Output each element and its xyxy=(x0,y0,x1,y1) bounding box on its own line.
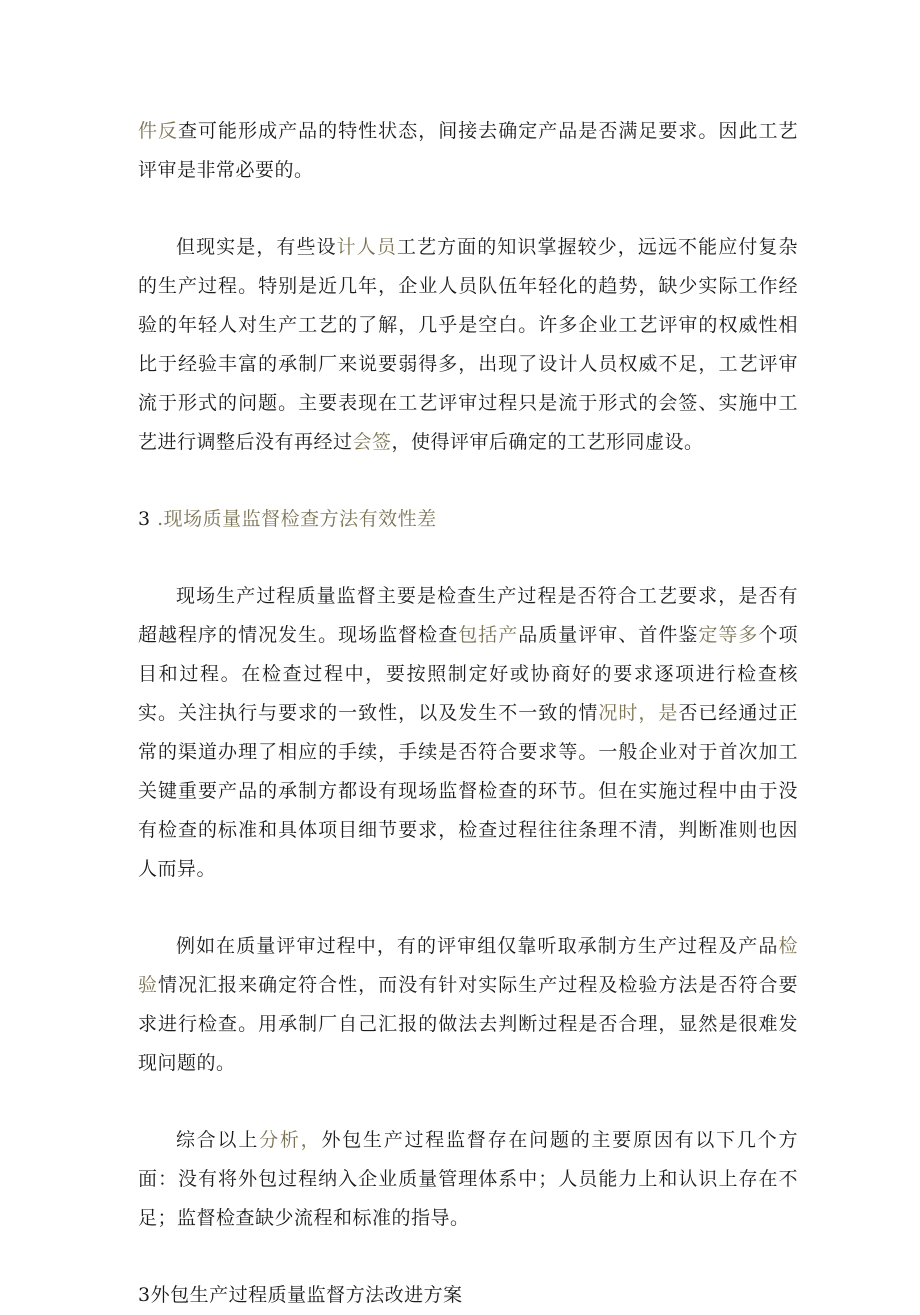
heading-number: 3 xyxy=(138,508,151,530)
highlight-text: 件反 xyxy=(138,120,179,142)
paragraph-text: 查可能形成产品的特性状态，间接去确定产品是否满足要求。因此工艺评审是非常必要的。 xyxy=(138,120,798,181)
paragraph-text: 现场生产过程质量监督主要是检查生产过程是否符合工艺要求，是否有超越程序的情况发生。现场监督检查 xyxy=(138,585,798,646)
highlight-text: 计人员 xyxy=(336,236,397,258)
section-heading-outsourcing xyxy=(138,1276,798,1315)
paragraph-text: 但现实是，有些设 xyxy=(176,236,337,258)
highlight-text: 检验 xyxy=(138,935,798,996)
paragraph-text: 例如在质量评审过程中，有的评审组仅靠听取承制方生产过程及产品 xyxy=(176,935,779,957)
highlight-text: 包括产 xyxy=(458,624,519,646)
highlight-text: 定等多 xyxy=(698,624,759,646)
paragraph-4 xyxy=(138,927,798,1083)
paragraph-text: 个项目和过程。在检查过程中，要按照制定好或协商好的要求逐项进行检查核实。关注执行与要求的一致性，以及发生不一致的情 xyxy=(138,624,798,724)
paragraph-text: 综合以上 xyxy=(176,1129,260,1151)
paragraph-2 xyxy=(138,228,798,462)
paragraph-text: 品质量评审、首件鉴 xyxy=(518,624,699,646)
highlight-text: 分析， xyxy=(259,1129,322,1151)
paragraph-5 xyxy=(138,1121,798,1238)
paragraph-gap xyxy=(138,462,798,500)
paragraph-gap xyxy=(138,190,798,228)
section-heading-3 xyxy=(138,500,798,539)
paragraph-text: 否已经通过正常的渠道办理了相应的手续，手续是否符合要求等。一般企业对于首次加工关键重要产品的承制方都设有现场监督检查的环节。但在实施过程中由于没有检查的标准和具体项目细节要求，检查过程往往条理不清，判断准则也因人而异。 xyxy=(138,702,798,880)
highlight-text: 况时，是 xyxy=(598,702,679,724)
paragraph-text: 外包生产过程监督存在问题的主要原因有以下几个方面：没有将外包过程纳入企业质量管理体系中；人员能力上和认识上存在不足；监督检查缺少流程和标准的指导。 xyxy=(138,1129,798,1229)
paragraph-gap xyxy=(138,889,798,927)
paragraph-gap xyxy=(138,539,798,577)
paragraph-text: 工艺方面的知识掌握较少，远远不能应付复杂的生产过程。特别是近几年，企业人员队伍年轻化的趋势，缺少实际工作经验的年轻人对生产工艺的了解，几乎是空白。许多企业工艺评审的权威性相比于经验丰富的承制厂来说要弱得多，出现了设计人员权威不足，工艺评审流于形式的问题。主要表现在工艺评审过程只是流于形式的会签、实施中工艺进行调整后没有再经过 xyxy=(138,236,798,453)
paragraph-3 xyxy=(138,577,798,889)
paragraph-text: ，使得评审后确定的工艺形同虚设。 xyxy=(391,431,704,453)
highlight-text: 会签 xyxy=(352,431,392,453)
paragraph-text: 情况汇报来确定符合性，而没有针对实际生产过程及检验方法是否符合要求进行检查。用承制厂自己汇报的做法去判断过程是否合理，显然是很难发现问题的。 xyxy=(138,974,798,1074)
document-page xyxy=(138,112,798,1315)
heading-text: .现场质量监督检查方法有效性差 xyxy=(157,508,437,530)
paragraph-1 xyxy=(138,112,798,190)
paragraph-gap xyxy=(138,1083,798,1121)
heading-text: 3外包生产过程质量监督方法改进方案 xyxy=(138,1284,463,1306)
paragraph-gap xyxy=(138,1238,798,1276)
